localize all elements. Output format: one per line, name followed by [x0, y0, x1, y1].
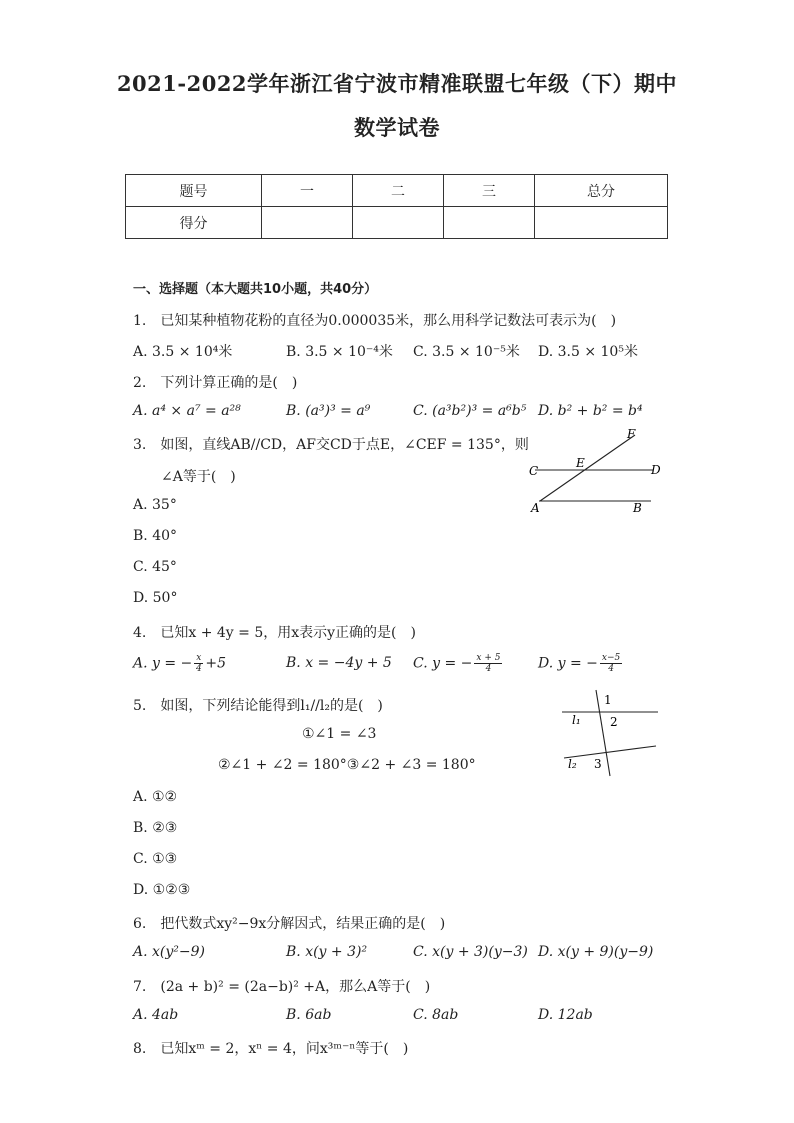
condition-1: ①∠1 = ∠3: [302, 726, 377, 742]
fraction-denominator: 4: [485, 664, 492, 674]
fraction-denominator: 4: [608, 664, 614, 674]
label-d: D: [651, 463, 661, 477]
question-stem: 7. (2a + b)² = (2a−b)² +A，那么A等于( ): [133, 979, 431, 995]
option-a[interactable]: A. 4ab: [133, 1007, 179, 1023]
page-title: 2021-2022学年浙江省宁波市精准联盟七年级（下）期中: [116, 71, 678, 96]
score-table: [125, 174, 668, 239]
figure-q3: [525, 425, 670, 520]
score-table-header-row: [126, 175, 668, 207]
header-cell: 三: [444, 175, 535, 207]
option-a[interactable]: A. 35°: [133, 497, 177, 513]
header-cell: 二: [353, 175, 444, 207]
score-table-row: [126, 207, 668, 239]
score-cell[interactable]: [262, 207, 353, 239]
label-f: F: [627, 427, 636, 441]
fraction-numerator: x−5: [601, 653, 621, 663]
option-a[interactable]: A. x(y²−9): [133, 944, 205, 960]
option-d[interactable]: D. 12ab: [538, 1007, 593, 1023]
option-b[interactable]: B. x(y + 3)²: [286, 944, 368, 960]
question-stem: 1. 已知某种植物花粉的直径为0.000035米，那么用科学记数法可表示为( ): [133, 313, 617, 329]
fraction-numerator: x: [196, 653, 202, 663]
option-a-prefix: A. y = −: [133, 655, 193, 672]
option-b[interactable]: B. ②③: [133, 820, 178, 836]
option-b[interactable]: B. 3.5 × 10⁻⁴米: [286, 344, 393, 360]
condition-2-3: ②∠1 + ∠2 = 180°③∠2 + ∠3 = 180°: [218, 757, 476, 773]
line-af: [540, 435, 635, 501]
angle-2-label: 2: [610, 715, 618, 729]
header-cell: 题号: [126, 175, 262, 207]
fraction-numerator: x + 5: [476, 653, 501, 663]
option-c[interactable]: C. 3.5 × 10⁻⁵米: [413, 344, 520, 360]
option-b[interactable]: B. 40°: [133, 528, 178, 544]
option-b[interactable]: B. x = −4y + 5: [286, 655, 392, 671]
question-stem: 6. 把代数式xy²−9x分解因式，结果正确的是( ): [133, 916, 446, 932]
option-d[interactable]: [538, 653, 624, 674]
question-stem-cont: ∠A等于( ): [161, 469, 236, 485]
label-c: C: [529, 464, 539, 478]
option-a[interactable]: [133, 653, 226, 674]
option-d[interactable]: D. b² + b² = b⁴: [538, 403, 643, 419]
question-stem: 4. 已知x + 4y = 5，用x表示y正确的是( ): [133, 625, 416, 641]
option-c[interactable]: C. (a³b²)³ = a⁶b⁵: [413, 403, 527, 419]
option-d-prefix: D. y = −: [538, 655, 598, 672]
option-d[interactable]: D. ①②③: [133, 882, 191, 898]
option-d[interactable]: D. 3.5 × 10⁵米: [538, 344, 638, 360]
option-a[interactable]: A. 3.5 × 10⁴米: [133, 344, 233, 360]
line-l2: [564, 746, 656, 758]
label-e: E: [576, 456, 585, 470]
option-a[interactable]: A. a⁴ × a⁷ = a²⁸: [133, 403, 241, 419]
fraction: [194, 653, 203, 674]
option-c[interactable]: C. 8ab: [413, 1007, 459, 1023]
question-stem: 2. 下列计算正确的是( ): [133, 375, 298, 391]
option-c[interactable]: C. x(y + 3)(y−3): [413, 944, 528, 960]
option-a[interactable]: A. ①②: [133, 789, 178, 805]
section-heading: 一、选择题（本大题共10小题，共40分）: [133, 282, 378, 297]
option-c-prefix: C. y = −: [413, 655, 473, 672]
label-a: A: [531, 501, 540, 515]
option-c[interactable]: C. ①③: [133, 851, 178, 867]
header-cell: 一: [262, 175, 353, 207]
fraction: [474, 653, 502, 674]
option-b[interactable]: B. 6ab: [286, 1007, 332, 1023]
fraction: [600, 653, 622, 674]
question-stem: 8. 已知xᵐ = 2，xⁿ = 4，问x³ᵐ⁻ⁿ等于( ): [133, 1041, 409, 1057]
option-a-suffix: +5: [205, 655, 226, 672]
question-stem: 5. 如图，下列结论能得到l₁//l₂的是( ): [133, 698, 383, 714]
row-label: 得分: [126, 207, 262, 239]
header-cell: 总分: [535, 175, 668, 207]
question-stem: 3. 如图，直线AB//CD，AF交CD于点E，∠CEF = 135°，则: [133, 437, 529, 453]
page-subtitle: 数学试卷: [354, 115, 440, 140]
score-cell[interactable]: [353, 207, 444, 239]
label-b: B: [633, 501, 642, 515]
label-l2: l₂: [568, 757, 577, 771]
angle-1-label: 1: [604, 693, 612, 707]
figure-q5: [556, 686, 666, 778]
score-cell[interactable]: [535, 207, 668, 239]
option-d[interactable]: D. 50°: [133, 590, 178, 606]
option-d[interactable]: D. x(y + 9)(y−9): [538, 944, 654, 960]
option-c[interactable]: [413, 653, 504, 674]
fraction-denominator: 4: [195, 664, 202, 674]
score-cell[interactable]: [444, 207, 535, 239]
label-l1: l₁: [572, 713, 581, 727]
option-c[interactable]: C. 45°: [133, 559, 177, 575]
angle-3-label: 3: [594, 757, 602, 771]
option-b[interactable]: B. (a³)³ = a⁹: [286, 403, 371, 419]
